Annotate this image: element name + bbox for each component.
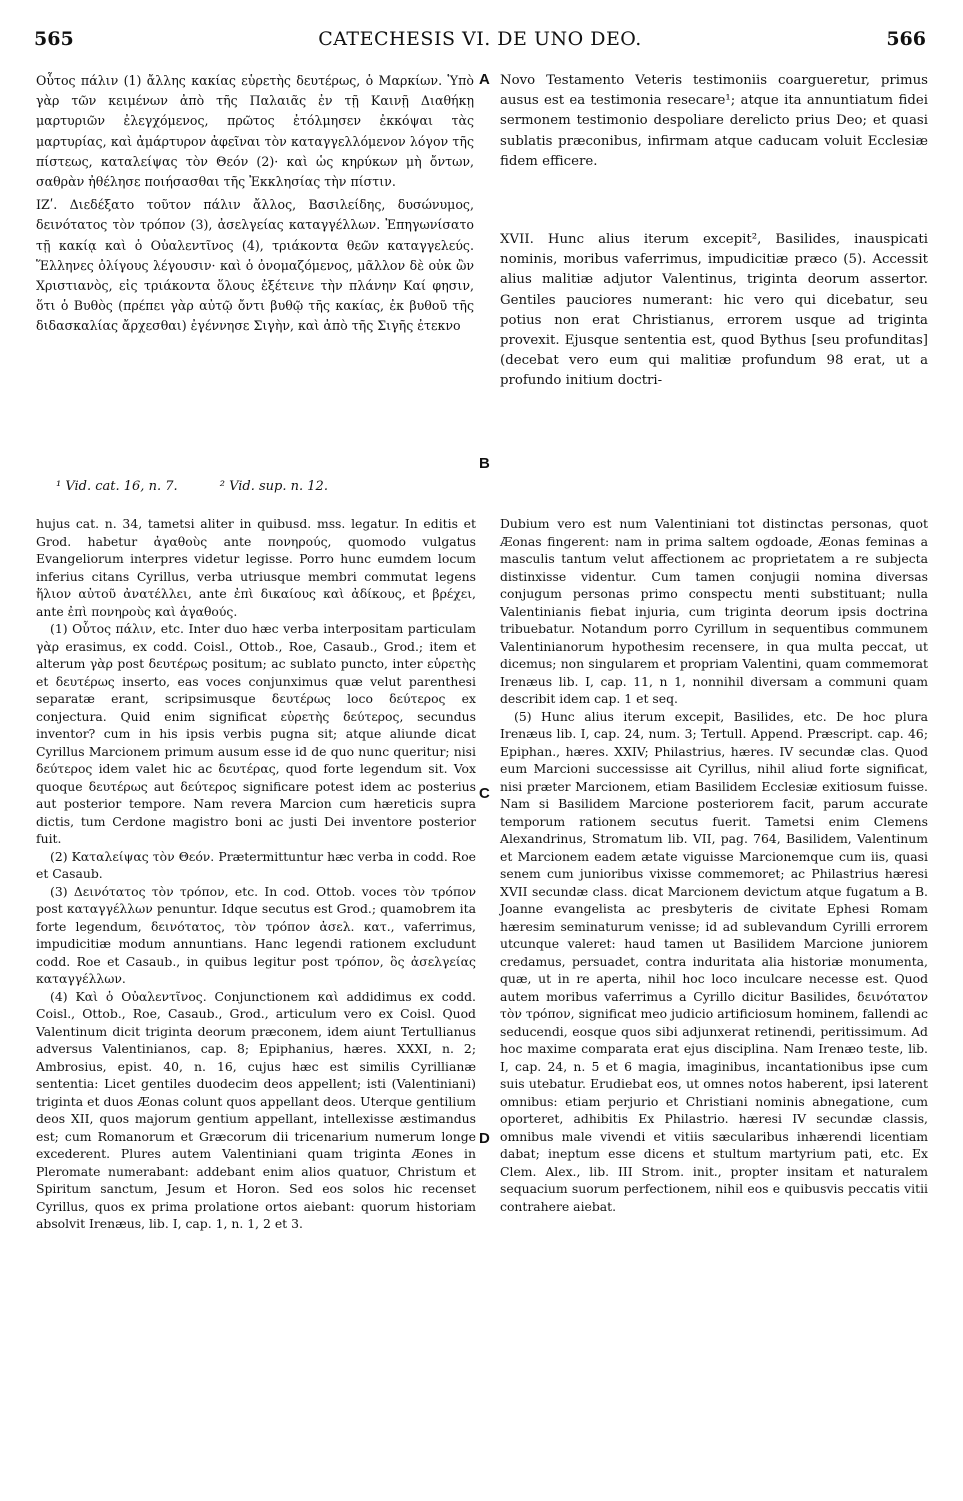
margin-marker-d: D (479, 1130, 490, 1147)
footnotes (56, 479, 486, 494)
note-paragraph: hujus cat. n. 34, tametsi aliter in quibusd. mss. legatur. In editis et Grod. habetur ἀγαθοὺς ante πονηρούς, quomodo vulgatus Evangeliorum interpres videtur legisse. Porro hunc eumdem locum inferius citans Cyrillus, verba utriusque membri commutat legens ἥλιον αὐτοῦ ἀνατέλλει, ante ἐπὶ δικαίους καὶ ἀδίκους, et βρέχει, ante ἐπὶ πονηροὺς καὶ ἀγαθούς. (36, 516, 476, 619)
margin-marker-b: B (479, 455, 490, 472)
latin-paragraph: XVII. Hunc alius iterum excepit², Basilides, inauspicati nominis, moribus vaferrimus, impudicitiæ præco (5). Accessit alius malitiæ adjutor Valentinus, triginta deorum assertor. Gentiles pauciores numerant: hic vero qui dicebatur, seu potius non erat Christianus, errorem usque ad triginta provexit. Ejusque sententia est, quod Bythus [seu profunditas] (decebat vero eum qui malitiæ profundum 98 erat, ut a profundo initium doctri- (500, 232, 928, 389)
greek-paragraph: ΙΖʹ. Διεδέξατο τοῦτον πάλιν ἄλλος, Βασιλείδης, δυσώνυμος, δεινότατος τὸν τρόπον (3), ἀσελγείας καταγγέλλων. Ἐπηγωνίσατο τῇ κακίᾳ καὶ ὁ Οὐαλεντῖνος (4), τριάκοντα θεῶν καταγγελεύς. Ἕλληνες ὀλίγους λέγουσιν· καὶ ὁ ὀνομαζόμενος, μᾶλλον δὲ οὐκ ὢν Χριστιανὸς, εἰς τριάκοντα ὅλους ἐξέτεινε τὴν πλάνην Καί φησιν, ὅτι ὁ Βυθὸς (πρέπει γὰρ αὐτῷ ὄντι βυθῷ τῆς κακίας, ἐκ βυθοῦ τῆς διδασκαλίας ἄρχεσθαι) ἐγέννησε Σιγὴν, καὶ ἀπὸ τῆς Σιγῆς ἐτεκνο (36, 197, 474, 334)
page-header (34, 28, 926, 60)
page-number-left: 565 (34, 28, 74, 50)
note-paragraph: Dubium vero est num Valentiniani tot distinctas personas, quot Æonas fingerent: nam in prima saltem ogdoade, Æonas feminas a masculis tantum velut affectionem ac proprietatem a re subjecta distinxisse videntur. Cum tamen conjugii nomina diversas conjugum personas primo conspectu menti substituant; nulla Valentinianis fiebat injuria, cum triginta deorum ipsis doctrina tribuebatur. Notandum porro Cyrillum in sequentibus communem Valentinianorum hypothesim recensere, in qua multa peccat, ut dicemus; non singularem et propriam Valentini, quam commemorat Irenæus lib. I, cap. 11, n 1, nonnihil diversam a communi quam describit idem cap. 1 et seq. (500, 516, 928, 706)
footnote: ² Vid. sup. n. 12. (219, 479, 328, 494)
note-paragraph: (5) Hunc alius iterum excepit, Basilides, etc. De hoc plura Irenæus lib. I, cap. 24, num. 3; Tertull. Append. Præscript. cap. 46; Epiphan., hæres. XXIV; Philastrius, hæres. IV secundæ clas. Quod eum Marcioni successisse ait Cyrillus, nihil aliud forte significat, nisi præter Marcionem, etiam Basilidem Ecclesiæ exitiosum fuisse. Nam si Basilidem Marcione posteriorem facit, parum accurate temporum rationem secutus fuerit. Tametsi enim Clemens Alexandrinus, Stromatum lib. VII, pag. 764, Basilidem, Valentinum et Marcionem eadem ætate viguisse Marcionemque cum iis, quasi senem cum junioribus vixisse commemoret; ac Philastrius hæresi XVII secundæ class. dicat Marcionem devictum atque fugatum a B. Joanne evangelista ac presbyteris de civitate Ephesi Romam hæresim seminaturum venisse; id ad sublevandum Cyrilli errorem utcunque valeret: haud tamen ut Basilidem Marcione juniorem credamus, persuadet, contra induritata alia historiæ monumenta, quæ, ut in re aperta, nihil hoc loco inculcare necesse est. Quod autem moribus vaferrimus a Cyrillo dicitur Basilides, δεινότατον τὸν τρόπον, significat meo judicio artificiosum hominem, fallendi ac seducendi, eosque quos sibi adjunxerat retinendi, peritissimum. Ad hoc maxime comparata erat ejus disciplina. Nam Irenæo teste, lib. I, cap. 24, n. 5 et 6 magia, imaginibus, incantationibus ipse cum suis utebatur. Erudiebat eos, ut omnes notos haberent, ipsi laterent omnibus: etiam perjurio et Christiani nominis abnegatione, cum oporteret, adhibitis Ex Philastrio. hæresi IV secundæ classis, omnibus male vivendi et vitiis sæcularibus inhærendi licentiam dabat; ineptum esse dicens et stultum martyrium pati, etc. Ex Clem. Alex., lib. III Strom. init., propter insitam et naturalem sequacium suorum perfectionem, nihil eos e quibusvis peccatis vitii contrahere aiebat. (500, 708, 928, 1214)
latin-paragraph: Novo Testamento Veteris testimoniis coargueretur, primus ausus est ea testimonia resecare¹; atque ita annuntiatum fidei sermonem testimonio despoliare derelicto prius Deo; et quasi sublatis præconibus, infirmam atque caducam voluit Ecclesiæ fidem efficere. (500, 73, 928, 169)
note-paragraph: (2) Καταλείψας τὸν Θεόν. Prætermittuntur hæc verba in codd. Roe et Casaub. (36, 848, 476, 881)
note-paragraph: (3) Δεινότατος τὸν τρόπον, etc. In cod. Ottob. voces τὸν τρόπον post καταγγέλλων penuntur. Idque secutus est Grod.; quamobrem ita forte legendum, δεινότατος, τὸν τρόπον ἀσελ. κατ., vaferrimus, impudicitiæ modum annuntians. Hanc legendi rationem excludunt codd. Roe et Casaub., in quibus legitur post τρόπον, ὃς ἀσελγείας καταγγέλλων. (36, 883, 476, 986)
greek-text-column (36, 71, 474, 337)
greek-paragraph: Οὗτος πάλιν (1) ἄλλης κακίας εὑρετὴς δευτέρως, ὁ Μαρκίων. Ὑπὸ γὰρ τῶν κειμένων ἀπὸ τῆς Παλαιᾶς ἐν τῇ Καινῇ Διαθήκῃ μαρτυριῶν ἐλεγχόμενος, πρῶτος ἐτόλμησεν ἐκκόψαι τὰς μαρτυρίας, καὶ ἀμάρτυρον ἀφεῖναι τὸν καταγγελλόμενον λόγον τῆς πίστεως, καταλείψας τὸν Θεόν (2)· καὶ ὡς κηρύκων μὴ ὄντων, σαθρὰν ἠθέλησε ποιήσασθαι τῆς Ἐκκλησίας τὴν πίστιν. (36, 73, 474, 190)
notes-right-column (500, 515, 928, 1215)
notes-left-column (36, 515, 476, 1233)
margin-marker-c: C (479, 785, 490, 802)
footnote: ¹ Vid. cat. 16, n. 7. (56, 479, 178, 494)
page-number-right: 566 (886, 28, 926, 50)
latin-text-column (500, 71, 928, 392)
margin-marker-a: A (479, 71, 490, 88)
running-title: CATECHESIS VI. DE UNO DEO. (318, 28, 642, 50)
note-paragraph: (4) Καὶ ὁ Οὐαλεντῖνος. Conjunctionem καὶ addidimus ex codd. Coisl., Ottob., Roe, Casaub., Grod., articulum vero ex Coisl. Quod Valentinum dicit triginta deorum præconem, idem aiunt Tertullianus adversus Valentinianos, cap. 8; Epiphanius, hæres. XXXI, n. 2; Ambrosius, epist. 40, n. 16, cujus hæc est similis Cyrillianæ sententia: Licet gentiles duodecim deos appellent; isti (Valentiniani) triginta et duos Æonas colunt quos appellant deos. Uterque gentilium deos XII, quos majorum gentium appellant, intellexisse æstimandus est; cum Romanorum et Græcorum dii tricenarium numerum longe excederent. Plures autem Valentiniani quam triginta Æones in Pleromate numerabant: addebant enim alios quatuor, Christum et Spiritum sanctum, Jesum et Horon. Sed eos solos hic recenset Cyrillus, quos ex prima prolatione ortos aiebant: quorum historiam absolvit Irenæus, lib. I, cap. 1, n. 1, 2 et 3. (36, 988, 476, 1231)
note-paragraph: (1) Οὗτος πάλιν, etc. Inter duo hæc verba interpositam particulam γὰρ erasimus, ex codd. Coisl., Ottob., Roe, Casaub., Grod.; item et alterum γὰρ post δευτέρως positum; ac sublato puncto, inter εὑρετὴς et δευτέρως inserto, eas voces conjunximus quæ velut parenthesi separatæ erant, scripsimusque δευτέρως loco δεύτερος ex conjectura. Quid enim significat εὑρετὴς δεύτερος, secundus inventor? cum in his ipsis verbis pugna sit; atque aliunde dicat Cyrillus Marcionem primum ausum esse id de quo nunc queritur; nisi δεύτερος idem valet hic ac δευτέρας, quod forte legendum sit. Vox quoque δευτέρως aut δεύτερος significare potest idem ac posterius aut posterior tempore. Nam revera Marcion cum hæreticis supra dictis, tum Cerdone magistro boni ac justi Dei inventore posterior fuit. (36, 621, 476, 846)
